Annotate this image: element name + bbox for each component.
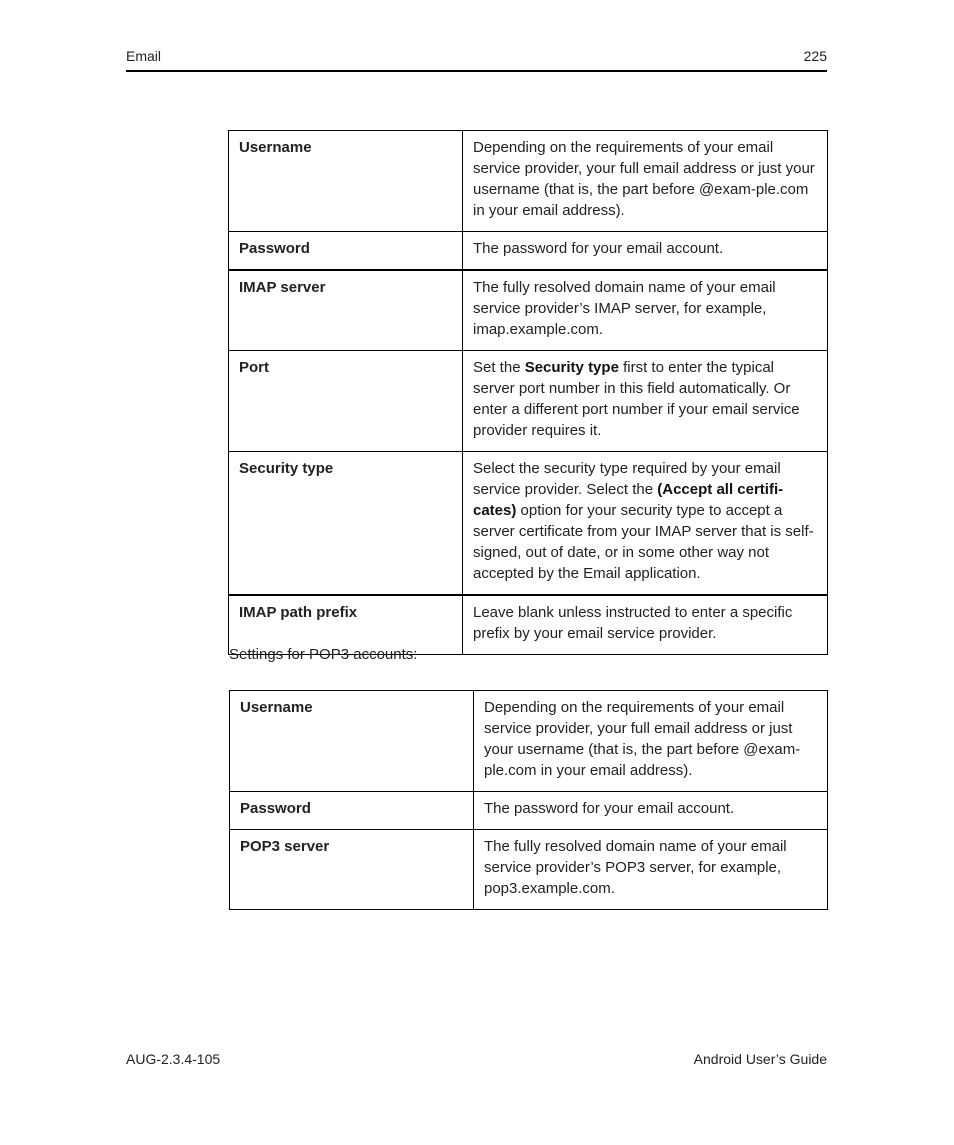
description-text: The fully resolved domain name of your email service provider’s IMAP server, for example, imap.example.com.: [473, 279, 776, 338]
table-row: [229, 270, 828, 351]
document-id: AUG-2.3.4-105: [126, 1051, 221, 1067]
setting-description: [463, 452, 828, 596]
table-row: [230, 830, 828, 910]
description-text: Depending on the requirements of your email service provider, your full email address or just your username (that is, the part before @exam-ple.com in your email address).: [473, 139, 815, 219]
emphasized-term: Security type: [524, 359, 619, 376]
description-text: Depending on the requirements of your email service provider, your full email address or just your username (that is, the part before @exam-ple.com in your email address).: [484, 699, 801, 779]
table-row: [229, 131, 828, 232]
description-text: Set the: [473, 359, 525, 376]
pop3-settings-table: [229, 690, 828, 910]
setting-description: [463, 232, 828, 271]
table-row: [229, 232, 828, 271]
description-text: option for your security type to accept a server certificate from your IMAP server that is self-signed, out of date, or in some other way not accepted by the Email application.: [473, 502, 814, 582]
description-text: The fully resolved domain name of your email service provider’s POP3 server, for example, pop3.example.com.: [484, 838, 787, 897]
setting-description: [474, 830, 828, 910]
description-text: Select the security type required by your email service provider. Select the: [473, 460, 781, 498]
table-row: [230, 792, 828, 830]
emphasized-term: (Accept all certifi-cates): [473, 481, 784, 519]
description-text: The password for your email account.: [484, 800, 735, 817]
setting-name: POP3 server: [230, 830, 474, 910]
table-row: [229, 452, 828, 596]
page-header: [126, 48, 827, 72]
setting-description: [474, 691, 828, 792]
setting-name: Port: [229, 351, 463, 452]
table-row: [229, 351, 828, 452]
table-row: [230, 691, 828, 792]
imap-settings-table: [228, 130, 828, 655]
setting-name: Security type: [229, 452, 463, 596]
setting-name: Password: [230, 792, 474, 830]
setting-name: Password: [229, 232, 463, 271]
setting-description: [463, 351, 828, 452]
setting-name: Username: [230, 691, 474, 792]
guide-title: Android User’s Guide: [693, 1051, 827, 1067]
setting-description: [474, 792, 828, 830]
pop3-caption: Settings for POP3 accounts:: [229, 646, 418, 663]
setting-name: Username: [229, 131, 463, 232]
setting-description: [463, 595, 828, 655]
setting-description: [463, 270, 828, 351]
description-text: first to enter the typical server port number in this field automatically. Or enter a different port number if your email service provider requires it.: [473, 359, 800, 439]
setting-name: IMAP path prefix: [229, 595, 463, 655]
section-title: Email: [126, 48, 162, 64]
setting-description: [463, 131, 828, 232]
description-text: The password for your email account.: [473, 240, 724, 257]
page-number: 225: [803, 48, 827, 64]
setting-name: IMAP server: [229, 270, 463, 351]
description-text: Leave blank unless instructed to enter a specific prefix by your email service provider.: [473, 604, 793, 642]
